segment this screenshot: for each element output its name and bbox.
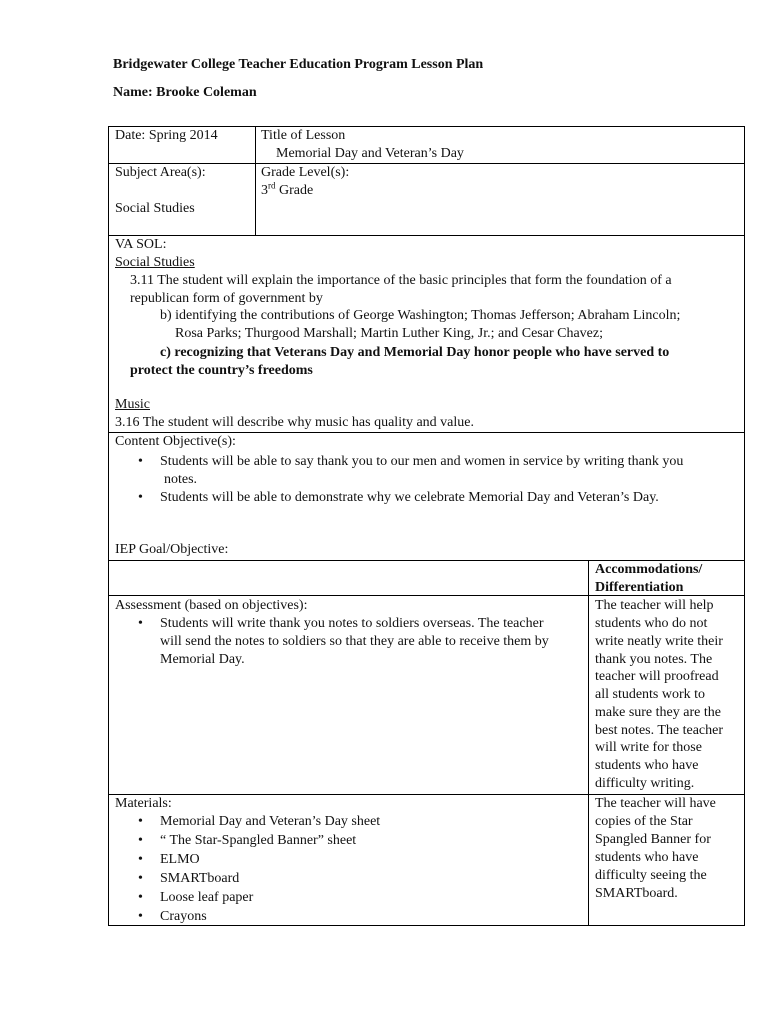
assessment-item-line2: will send the notes to soldiers so that they are able to receive them by (160, 634, 549, 649)
sol-b-line2: Rosa Parks; Thurgood Marshall; Martin Luther King, Jr.; and Cesar Chavez; (175, 326, 603, 341)
assessment-accom-cell (588, 595, 745, 795)
assessment-item-line3: Memorial Day. (160, 652, 245, 667)
subject-label: Subject Area(s): (115, 165, 206, 180)
assessment-accom-line: students who do not (595, 616, 708, 631)
grade-label: Grade Level(s): (261, 165, 350, 180)
date-text: Date: Spring 2014 (115, 128, 218, 143)
materials-item: • ELMO (160, 851, 200, 869)
objective-item-1-line1: • Students will be able to say thank you to our men and women in service by writing thank you (160, 453, 683, 471)
assessment-label: Assessment (based on objectives): (115, 598, 308, 613)
sol-3-11-line1: 3.11 The student will explain the importance of the basic principles that form the foundation of a (130, 273, 672, 288)
materials-item: • “ The Star-Spangled Banner” sheet (160, 832, 356, 850)
subject-cell (108, 163, 256, 236)
materials-accom-line: copies of the Star (595, 814, 693, 829)
materials-item: • Crayons (160, 908, 207, 926)
assessment-accom-line: thank you notes. The (595, 652, 713, 667)
lesson-title-cell (255, 126, 745, 164)
accom-header-line1: Accommodations/ (595, 562, 703, 577)
assessment-accom-line: make sure they are the (595, 705, 721, 720)
materials-accom-line: difficulty seeing the (595, 868, 707, 883)
assessment-accom-line: The teacher will help (595, 598, 714, 613)
accom-header-line2: Differentiation (595, 580, 684, 595)
materials-accom-line: SMARTboard. (595, 886, 678, 901)
assessment-accom-line: write neatly write their (595, 634, 723, 649)
accom-header-blank-cell (108, 560, 589, 596)
materials-item: • Loose leaf paper (160, 889, 253, 907)
assessment-accom-line: students who have (595, 758, 699, 773)
assessment-accom-line: difficulty writing. (595, 776, 695, 791)
assessment-accom-line: teacher will proofread (595, 669, 719, 684)
assessment-item-line1: • Students will write thank you notes to soldiers overseas. The teacher (160, 615, 544, 633)
objective-item-2: • Students will be able to demonstrate why we celebrate Memorial Day and Veteran’s Day. (160, 489, 659, 507)
assessment-accom-line: all students work to (595, 687, 706, 702)
grade-value: 3rd Grade (261, 180, 314, 198)
subject-value: Social Studies (115, 201, 195, 216)
sol-cell (108, 235, 745, 433)
materials-label: Materials: (115, 796, 172, 811)
grade-cell (255, 163, 745, 236)
lesson-title-value: Memorial Day and Veteran’s Day (276, 146, 464, 161)
document-title: Bridgewater College Teacher Education Program Lesson Plan (113, 57, 484, 72)
assessment-cell (108, 595, 589, 795)
sol-music-line: 3.16 The student will describe why music has quality and value. (115, 415, 475, 430)
sol-social-studies-heading: Social Studies (115, 255, 195, 270)
materials-item: • Memorial Day and Veteran’s Day sheet (160, 813, 380, 831)
materials-accom-line: The teacher will have (595, 796, 716, 811)
assessment-accom-line: best notes. The teacher (595, 723, 724, 738)
materials-accom-line: Spangled Banner for (595, 832, 711, 847)
sol-3-11-line2: republican form of government by (130, 291, 323, 306)
sol-music-heading: Music (115, 397, 150, 412)
materials-cell (108, 794, 589, 926)
objectives-label: Content Objective(s): (115, 434, 236, 449)
iep-label: IEP Goal/Objective: (115, 542, 229, 557)
materials-item: • SMARTboard (160, 870, 239, 888)
objectives-cell (108, 432, 745, 561)
objective-item-1-line2: notes. (164, 472, 198, 487)
sol-b-line1: b) identifying the contributions of George Washington; Thomas Jefferson; Abraham Lincoln; (160, 308, 681, 323)
materials-accom-line: students who have (595, 850, 699, 865)
materials-accom-cell (588, 794, 745, 926)
accom-header-cell (588, 560, 745, 596)
lesson-title-label: Title of Lesson (261, 128, 346, 143)
assessment-accom-line: will write for those (595, 740, 702, 755)
date-cell (108, 126, 256, 164)
sol-c-line1: c) recognizing that Veterans Day and Memorial Day honor people who have served to (160, 345, 670, 360)
sol-c-line2: protect the country’s freedoms (130, 363, 313, 378)
sol-label: VA SOL: (115, 237, 167, 252)
author-name: Name: Brooke Coleman (113, 85, 257, 100)
